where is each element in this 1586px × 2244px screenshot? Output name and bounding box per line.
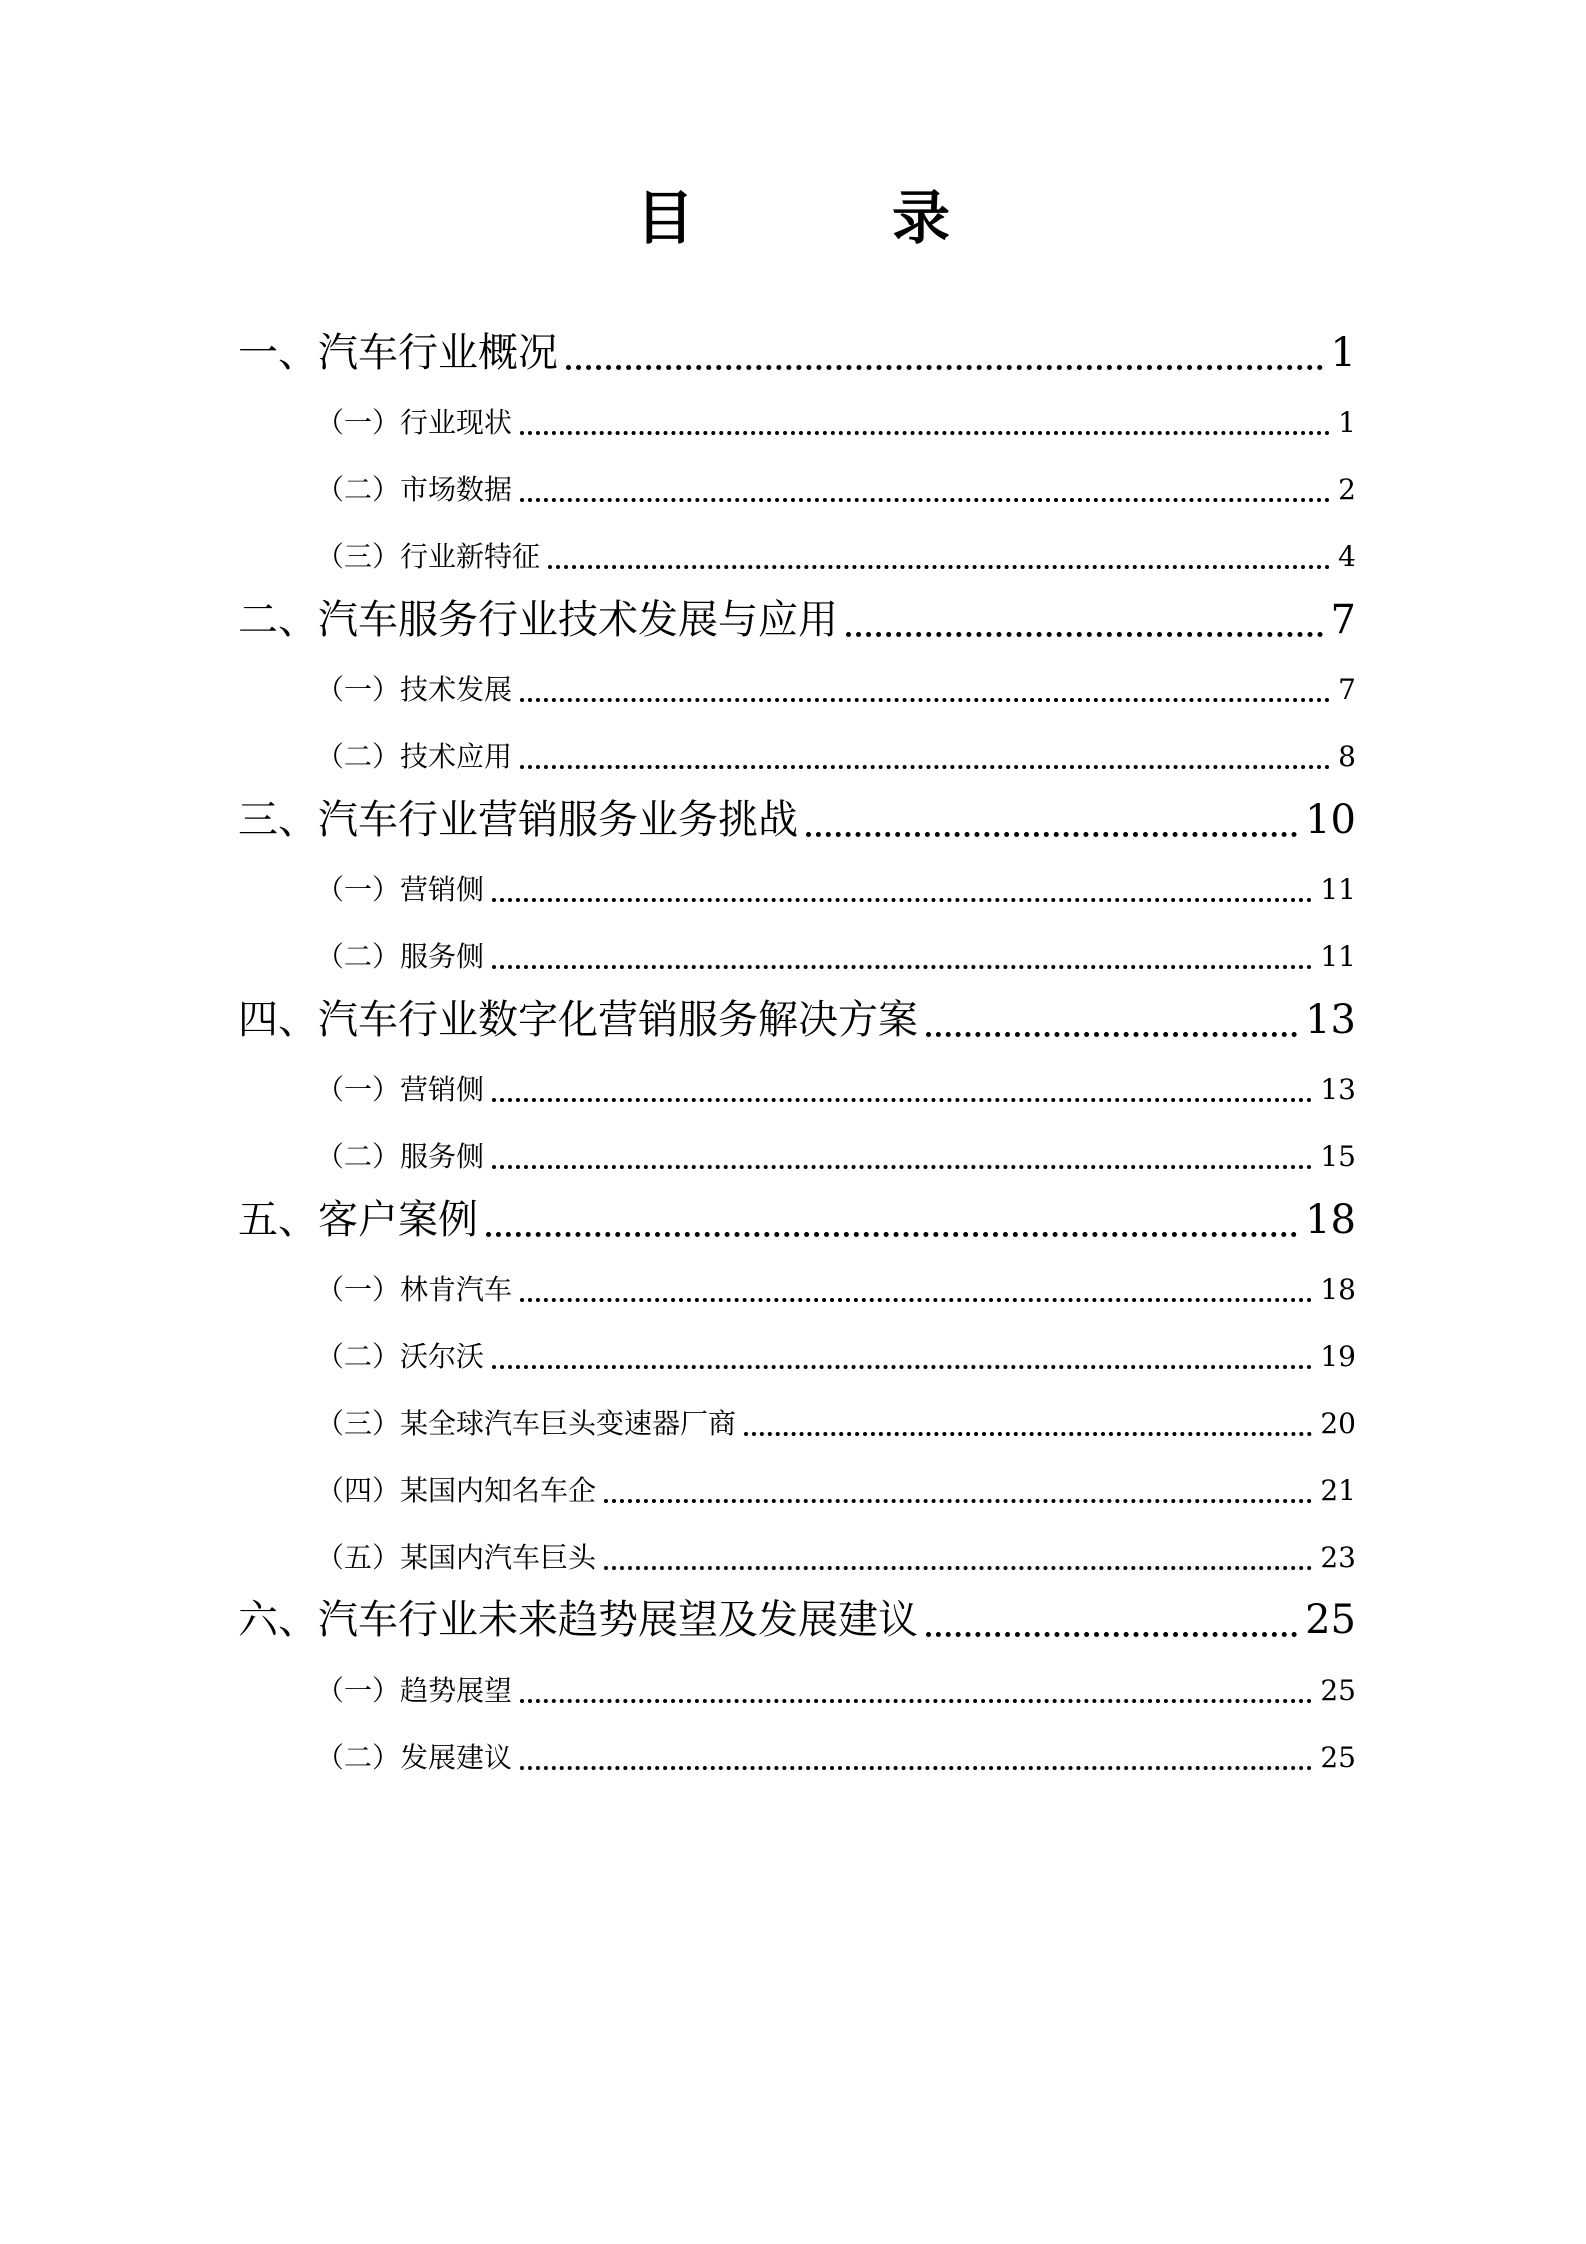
- page-title: 目 录: [635, 184, 1020, 252]
- toc-entry-label: 五、客户案例: [238, 1197, 478, 1243]
- dot-leader: [926, 1632, 1297, 1637]
- toc-page-number: 2: [1338, 473, 1356, 506]
- toc-chapter-entry[interactable]: [238, 585, 1356, 655]
- toc-entry-label: （一）技术发展: [316, 673, 513, 706]
- toc-page-number: 13: [1305, 997, 1356, 1043]
- dot-leader: [604, 1499, 1312, 1503]
- dot-leader: [492, 1098, 1312, 1102]
- dot-leader: [492, 898, 1312, 902]
- toc-entry-label: （二）技术应用: [316, 740, 513, 773]
- dot-leader: [520, 1766, 1312, 1770]
- toc-entry-label: （二）市场数据: [316, 473, 513, 506]
- toc-page-number: 18: [1320, 1273, 1356, 1306]
- dot-leader: [520, 498, 1330, 502]
- toc-entry-label: （五）某国内汽车巨头: [316, 1541, 597, 1574]
- toc-chapter-entry[interactable]: [238, 985, 1356, 1055]
- dot-leader: [604, 1566, 1312, 1570]
- toc-section-entry[interactable]: [316, 1132, 1356, 1182]
- dot-leader: [566, 365, 1323, 370]
- dot-leader: [486, 1232, 1297, 1237]
- dot-leader: [846, 632, 1323, 637]
- toc-entry-label: （三）行业新特征: [316, 540, 541, 573]
- toc-section-entry[interactable]: [316, 1533, 1356, 1583]
- toc-section-entry[interactable]: [316, 932, 1356, 982]
- dot-leader: [520, 431, 1330, 435]
- toc-entry-label: （二）沃尔沃: [316, 1340, 485, 1373]
- dot-leader: [492, 1365, 1312, 1369]
- toc-page-number: 1: [1338, 406, 1356, 439]
- toc-page-number: 21: [1320, 1474, 1356, 1507]
- toc-entry-label: （一）营销侧: [316, 873, 485, 906]
- toc-entry-label: （二）服务侧: [316, 940, 485, 973]
- toc-chapter-entry[interactable]: [238, 1185, 1356, 1255]
- toc-section-entry[interactable]: [316, 398, 1356, 448]
- toc-section-entry[interactable]: [316, 1399, 1356, 1449]
- toc-chapter-entry[interactable]: [238, 1585, 1356, 1655]
- dot-leader: [520, 1699, 1312, 1703]
- dot-leader: [492, 965, 1312, 969]
- toc-section-entry[interactable]: [316, 1666, 1356, 1716]
- toc-chapter-entry[interactable]: [238, 785, 1356, 855]
- toc-entry-label: 三、汽车行业营销服务业务挑战: [238, 797, 798, 843]
- toc-page-number: 13: [1320, 1073, 1356, 1106]
- toc-entry-label: 一、汽车行业概况: [238, 330, 558, 376]
- toc-page-number: 25: [1305, 1597, 1356, 1643]
- toc-entry-label: （二）服务侧: [316, 1140, 485, 1173]
- toc-section-entry[interactable]: [316, 665, 1356, 715]
- toc-section-entry[interactable]: [316, 532, 1356, 582]
- toc-entry-label: 六、汽车行业未来趋势展望及发展建议: [238, 1597, 918, 1643]
- toc-page-number: 11: [1320, 873, 1356, 906]
- toc-page-number: 11: [1320, 940, 1356, 973]
- toc-section-entry[interactable]: [316, 465, 1356, 515]
- toc-entry-label: 二、汽车服务行业技术发展与应用: [238, 597, 838, 643]
- toc-page-number: 19: [1320, 1340, 1356, 1373]
- toc-section-entry[interactable]: [316, 1332, 1356, 1382]
- toc-section-entry[interactable]: [316, 1733, 1356, 1783]
- dot-leader: [520, 765, 1330, 769]
- toc-page-number: 25: [1320, 1674, 1356, 1707]
- toc-page-number: 7: [1330, 597, 1356, 643]
- toc-entry-label: （四）某国内知名车企: [316, 1474, 597, 1507]
- toc-section-entry[interactable]: [316, 1466, 1356, 1516]
- toc-section-entry[interactable]: [316, 1065, 1356, 1115]
- toc-entry-label: 四、汽车行业数字化营销服务解决方案: [238, 997, 918, 1043]
- dot-leader: [548, 565, 1330, 569]
- toc-page-number: 10: [1305, 797, 1356, 843]
- toc-page-number: 8: [1338, 740, 1356, 773]
- dot-leader: [520, 1298, 1312, 1302]
- dot-leader: [926, 1032, 1297, 1037]
- toc-page-number: 7: [1338, 673, 1356, 706]
- toc-page-number: 4: [1338, 540, 1356, 573]
- toc-page-number: 25: [1320, 1741, 1356, 1774]
- toc-page-number: 15: [1320, 1140, 1356, 1173]
- toc-page-number: 20: [1320, 1407, 1356, 1440]
- toc-section-entry[interactable]: [316, 1265, 1356, 1315]
- toc-page-number: 1: [1330, 330, 1356, 376]
- dot-leader: [806, 832, 1297, 837]
- toc-chapter-entry[interactable]: [238, 318, 1356, 388]
- dot-leader: [744, 1432, 1312, 1436]
- toc-entry-label: （二）发展建议: [316, 1741, 513, 1774]
- toc-entry-label: （一）营销侧: [316, 1073, 485, 1106]
- toc-entry-label: （一）林肯汽车: [316, 1273, 513, 1306]
- toc-entry-label: （三）某全球汽车巨头变速器厂商: [316, 1407, 737, 1440]
- toc-section-entry[interactable]: [316, 732, 1356, 782]
- toc-entry-label: （一）行业现状: [316, 406, 513, 439]
- toc-section-entry[interactable]: [316, 865, 1356, 915]
- dot-leader: [520, 698, 1330, 702]
- toc-page-number: 23: [1320, 1541, 1356, 1574]
- toc-page-number: 18: [1305, 1197, 1356, 1243]
- toc-entry-label: （一）趋势展望: [316, 1674, 513, 1707]
- dot-leader: [492, 1165, 1312, 1169]
